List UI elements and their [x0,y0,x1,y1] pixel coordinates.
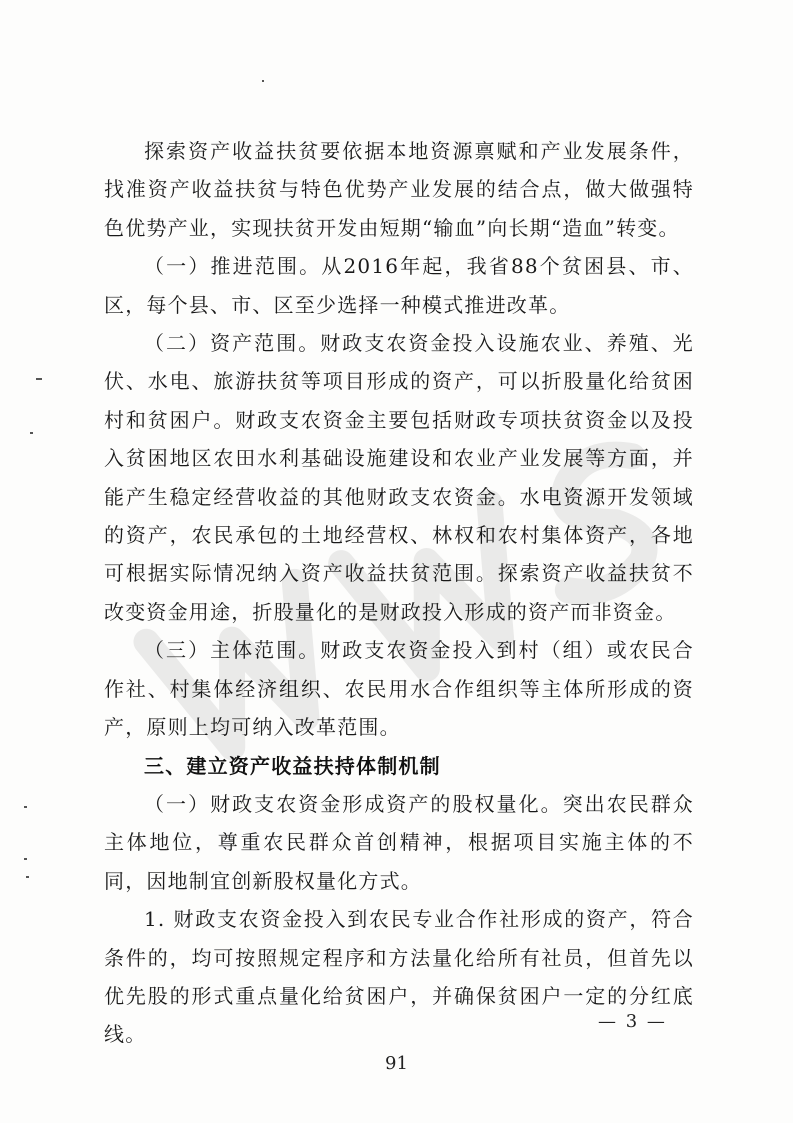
book-page-number: 91 [385,1053,408,1074]
paragraph-cooperative-assets: 1. 财政支农资金投入到农民专业合作社形成的资产，符合条件的，均可按照规定程序和方法量化给所有社员，但首先以优先股的形式重点量化给贫困户，并确保贫困户一定的分红底线。 [104,907,694,1047]
margin-speck [36,378,42,380]
margin-speck [24,806,27,808]
section-heading-mechanism: 三、建立资产收益扶持体制机制 [144,753,441,778]
paragraph-scope-assets: （二）资产范围。财政支农资金投入设施农业、养殖、光伏、水电、旅游扶贫等项目形成的资产，可以折股量化给贫困村和贫困户。财政支农资金主要包括财政专项扶贫资金以及投入贫困地区农田水利基础设施建设和农业产业发展等方面，并能产生稳定经营收益的其他财政支农资金。水电资源开发领域的资产，农民承包的土地经营权、林权和农村集体资产，各地可根据实际情况纳入资产收益扶贫范围。探索资产收益扶贫不改变资金用途，折股量化的是财政投入形成的资产而非资金。 [104,331,694,624]
document-page-number: — 3 — [598,1011,667,1032]
paragraph-equity-quantification: （一）财政支农资金形成资产的股权量化。突出农民群众主体地位，尊重农民群众首创精神，根据项目实施主体的不同，因地制宜创新股权量化方式。 [104,791,694,893]
paragraph-scope-promotion: （一）推进范围。从2016年起，我省88个贫困县、市、区，每个县、市、区至少选择一种模式推进改革。 [104,254,694,317]
paragraph-intro: 探索资产收益扶贫要依据本地资源禀赋和产业发展条件，找准资产收益扶贫与特色优势产业发展的结合点，做大做强特色优势产业，实现扶贫开发由短期“输血”向长期“造血”转变。 [104,139,694,240]
margin-speck [26,876,29,878]
document-body [104,132,694,1054]
paragraph-scope-subjects: （三）主体范围。财政支农资金投入到村（组）或农民合作社、村集体经济组织、农民用水合作组织等主体所形成的资产，原则上均可纳入改革范围。 [104,638,694,740]
margin-speck [262,80,264,82]
margin-speck [24,858,27,860]
margin-speck [30,432,33,434]
